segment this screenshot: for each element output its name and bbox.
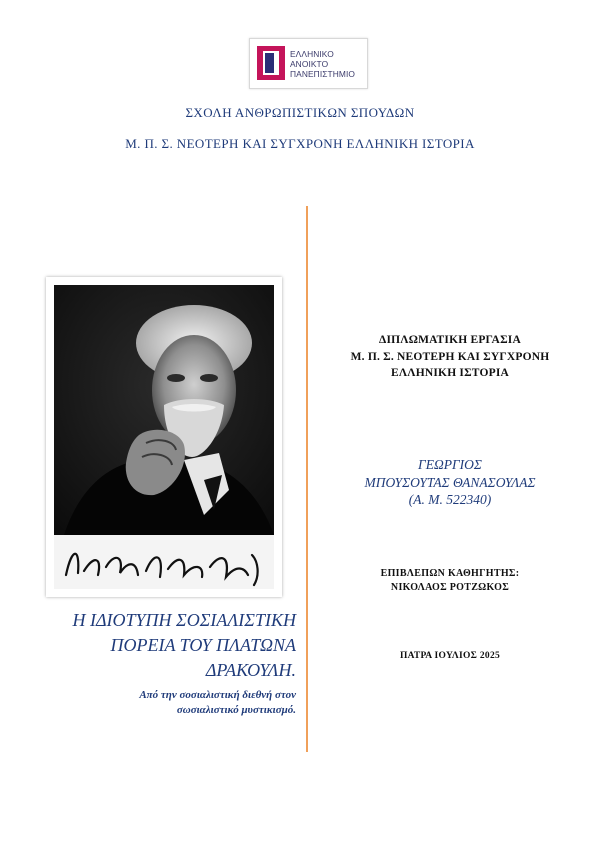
subtitle-line: Από την σοσιαλιστική διεθνή στον	[139, 689, 296, 701]
logo-line: ΑΝΟΙΚΤΟ	[290, 59, 329, 69]
thesis-line: ΔΙΠΛΩΜΑΤΙΚΗ ΕΡΓΑΣΙΑ	[379, 334, 521, 346]
university-logo	[249, 38, 368, 89]
author-surname: ΜΠΟΥΣΟΥΤΑΣ ΘΑΝΑΣΟΥΛΑΣ	[364, 474, 536, 490]
portrait-photo	[54, 285, 274, 589]
thesis-subtitle	[16, 688, 296, 717]
title-line: ΔΡΑΚΟΥΛΗ.	[205, 660, 296, 680]
vertical-divider	[306, 206, 308, 752]
title-line: Η ΙΔΙΟΤΥΠΗ ΣΟΣΙΑΛΙΣΤΙΚΗ	[72, 610, 296, 630]
logo-line: ΕΛΛΗΝΙΚΟ	[290, 49, 334, 59]
thesis-type-block	[325, 332, 575, 382]
portrait-photo-frame	[46, 277, 282, 597]
subtitle-line: σωσιαλιστικό μυστικισμό.	[176, 703, 296, 716]
logo-line: ΠΑΝΕΠΙΣΤΗΜΙΟ	[290, 69, 356, 79]
school-name: ΣΧΟΛΗ ΑΝΘΡΩΠΙΣΤΙΚΩΝ ΣΠΟΥΔΩΝ	[185, 105, 415, 120]
supervisor-block	[325, 567, 575, 595]
author-first-name: ΓΕΩΡΓΙΟΣ	[418, 457, 482, 472]
thesis-title	[16, 608, 296, 683]
title-line: ΠΟΡΕΙΑ ΤΟΥ ΠΛΑΤΩΝΑ	[110, 635, 296, 655]
logo-text	[290, 49, 355, 79]
author-block	[325, 456, 575, 509]
logo-mark-icon	[257, 46, 285, 80]
supervisor-name: ΝΙΚΟΛΑΟΣ ΡΟΤΖΩΚΟΣ	[390, 582, 510, 593]
thesis-line: ΕΛΛΗΝΙΚΗ ΙΣΤΟΡΙΑ	[390, 367, 510, 379]
supervisor-label: ΕΠΙΒΛΕΠΩΝ ΚΑΘΗΓΗΤΗΣ:	[380, 568, 520, 579]
author-registration-number: (Α. Μ. 522340)	[408, 492, 492, 507]
thesis-line: Μ. Π. Σ. ΝΕΟΤΕΡΗ ΚΑΙ ΣΥΓΧΡΟΝΗ	[350, 350, 550, 363]
program-name: Μ. Π. Σ. ΝΕΟΤΕΡΗ ΚΑΙ ΣΥΓΧΡΟΝΗ ΕΛΛΗΝΙΚΗ ΙΣΤΟΡΙΑ	[125, 136, 475, 151]
place-date: ΠΑΤΡΑ ΙΟΥΛΙΟΣ 2025	[399, 651, 501, 661]
